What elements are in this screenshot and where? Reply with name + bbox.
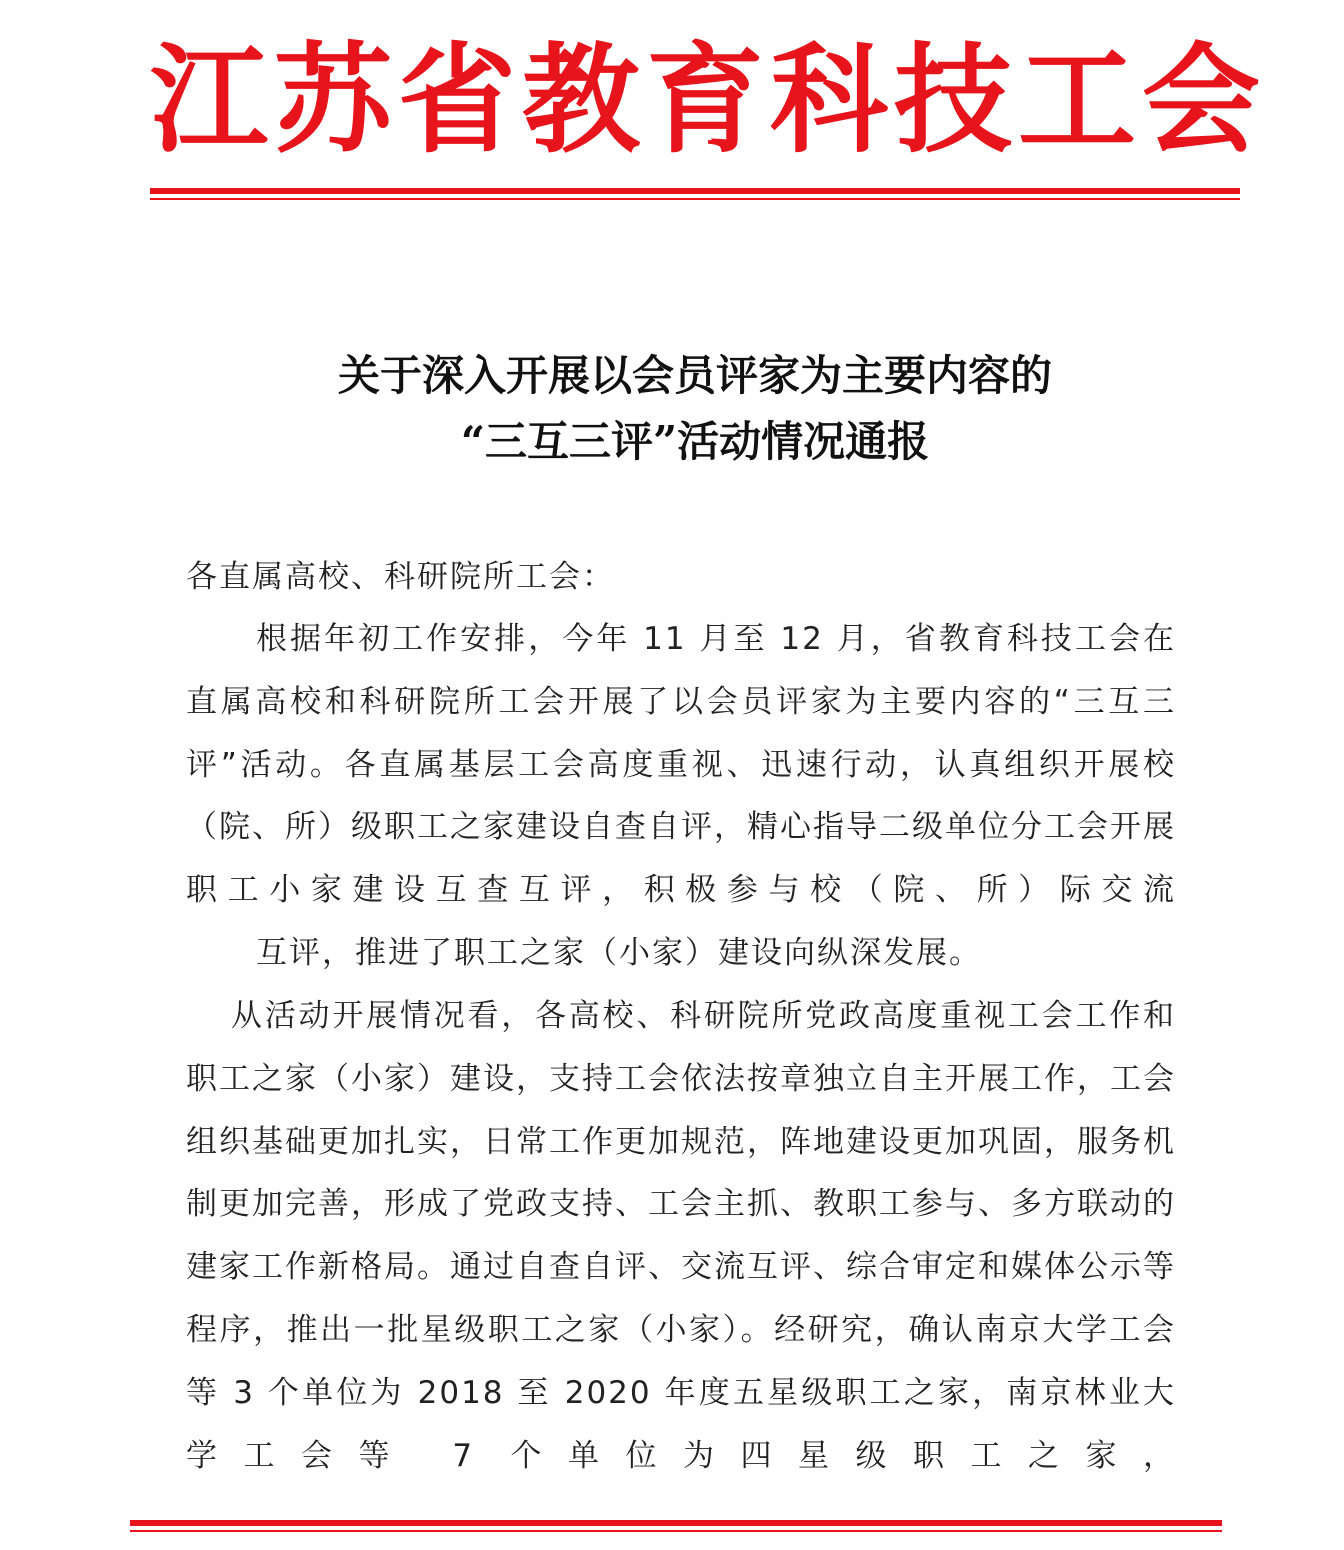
- document-title-line-2: “三互三评”活动情况通报: [460, 417, 930, 466]
- document-title-line-1: 关于深入开展以会员评家为主要内容的: [337, 351, 1052, 400]
- masthead-rule-thin: [150, 198, 1240, 200]
- paragraph-1: [186, 608, 1176, 985]
- paragraph-1-last-line: 互评，推进了职工之家（小家）建设向纵深发展。: [256, 934, 982, 971]
- footer-rule-thick: [130, 1520, 1222, 1526]
- masthead-org-name: 江苏省教育科技工会: [150, 30, 1267, 169]
- paragraph-2: 从活动开展情况看，各高校、科研院所党政高度重视工会工作和职工之家（小家）建设，支持工会依法按章独立自主开展工作，工会组织基础更加扎实，日常工作更加规范，阵地建设更加巩固，服务机制更加完善，形成了党政支持、工会主抓、教职工参与、多方联动的建家工作新格局。通过自查自评、交流互评、综合审定和媒体公示等程序，推出一批星级职工之家（小家）。经研究，确认南京大学工会等 3 个单位为 2018 至 2020 年度五星级职工之家，南京林业大学工会等 7 个单位为四星级职工之家，: [186, 998, 1176, 1474]
- salutation: 各直属高校、科研院所工会：: [186, 559, 615, 595]
- footer-rule-thin: [130, 1530, 1222, 1532]
- masthead-rule-thick: [150, 188, 1240, 194]
- paragraph-1-text: 根据年初工作安排，今年 11 月至 12 月，省教育科技工会在直属高校和科研院所工会开展了以会员评家为主要内容的“三互三评”活动。各直属基层工会高度重视、迅速行动，认真组织开展校（院、所）级职工之家建设自查自评，精心指导二级单位分工会开展职工小家建设互查互评，积极参与校（院、所）际交流: [186, 621, 1176, 909]
